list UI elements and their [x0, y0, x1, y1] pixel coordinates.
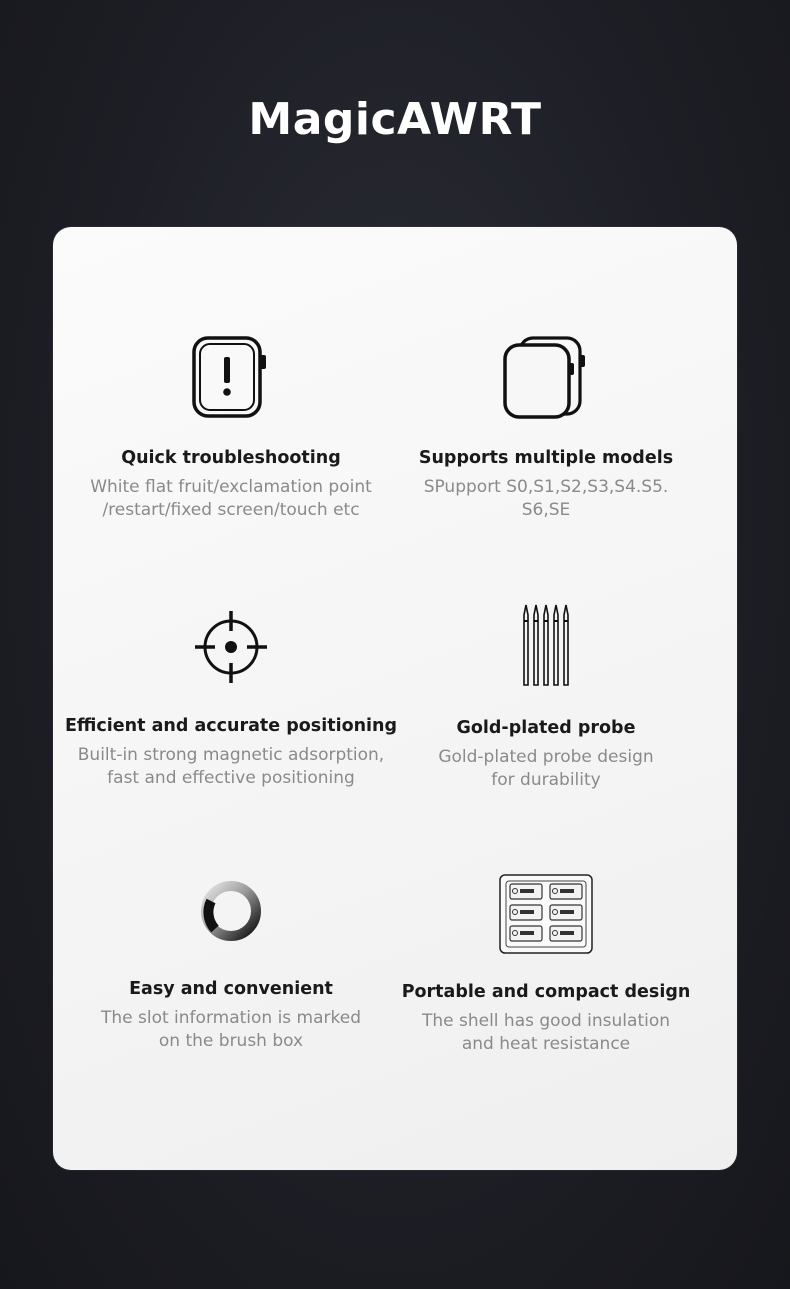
- feature-supports-multiple-models: [376, 335, 716, 522]
- feature-title: Gold-plated probe: [456, 718, 636, 738]
- feature-easy-convenient: [61, 871, 401, 1053]
- feature-title: Supports multiple models: [418, 448, 674, 468]
- page-title: MagicAWRT: [248, 94, 542, 145]
- tray-box-icon: [496, 871, 596, 955]
- feature-description: Built-in strong magnetic adsorption, fast and effective positioning: [77, 745, 385, 788]
- ring-icon: [191, 871, 271, 951]
- feature-efficient-positioning: [61, 609, 401, 790]
- crosshair-icon: [191, 609, 271, 689]
- feature-gold-plated-probe: [376, 601, 716, 792]
- multiple-watches-icon: [496, 335, 596, 421]
- feature-quick-troubleshooting: [61, 335, 401, 522]
- feature-portable-compact: [376, 871, 716, 1056]
- probe-pins-icon: [516, 601, 576, 691]
- feature-description: The shell has good insulation and heat resistance: [421, 1011, 671, 1054]
- feature-title: Portable and compact design: [401, 982, 691, 1002]
- feature-description: SPupport S0,S1,S2,S3,S4.S5. S6,SE: [423, 477, 669, 520]
- feature-description: White flat fruit/exclamation point /restart/fixed screen/touch etc: [90, 477, 372, 520]
- feature-description: The slot information is marked on the brush box: [100, 1008, 362, 1051]
- feature-description: Gold-plated probe design for durability: [438, 747, 654, 790]
- feature-title: Quick troubleshooting: [121, 448, 341, 468]
- feature-title: Easy and convenient: [129, 979, 333, 999]
- feature-title: Efficient and accurate positioning: [64, 716, 398, 736]
- watch-exclamation-icon: [186, 335, 276, 421]
- features-card: [53, 227, 737, 1170]
